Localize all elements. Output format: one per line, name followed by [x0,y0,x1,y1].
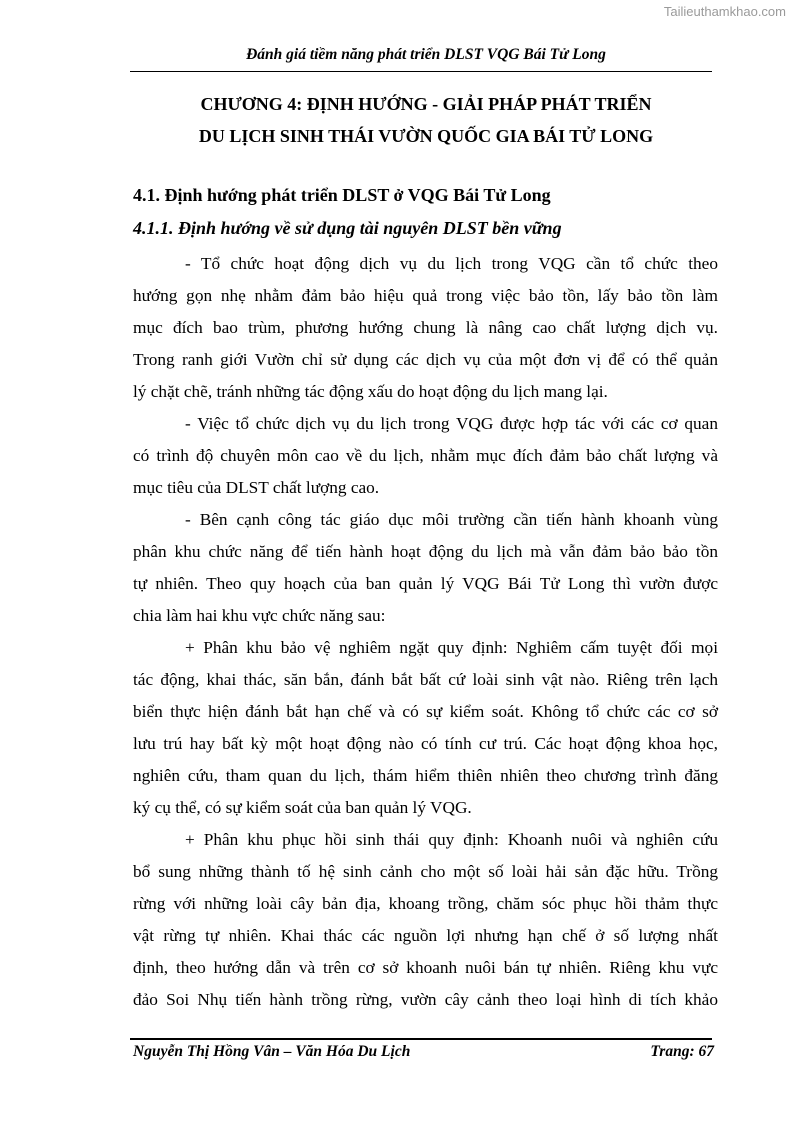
paragraph-line: - Tổ chức hoạt động dịch vụ du lịch trong VQG cần tổ chức theo [185,254,718,273]
paragraph-line: tự nhiên. Theo quy hoạch của ban quản lý VQG Bái Tử Long thì vườn được [133,574,718,593]
paragraph-line: biển thực hiện đánh bắt hạn chế và có sự kiểm soát. Không tổ chức các cơ sở [133,702,718,721]
footer-divider [130,1038,712,1040]
paragraph-line: hướng gọn nhẹ nhằm đảm bảo hiệu quả trong việc bảo tồn, lấy bảo tồn làm [133,286,718,305]
paragraph-line: đảo Soi Nhụ tiến hành trồng rừng, vườn cây cảnh theo loại hình di tích khảo [133,990,718,1009]
paragraph-line: ký cụ thể, có sự kiểm soát của ban quản lý VQG. [133,798,472,817]
chapter-title-line-2: DU LỊCH SINH THÁI VƯỜN QUỐC GIA BÁI TỬ LONG [198,126,654,146]
paragraph-line: định, theo hướng dẫn và trên cơ sở khoanh nuôi bán tự nhiên. Riêng khu vực [133,958,718,977]
chapter-title-line-1: CHƯƠNG 4: ĐỊNH HƯỚNG - GIẢI PHÁP PHÁT TRIỂN [200,94,652,114]
paragraph-line: mục tiêu của DLST chất lượng cao. [133,478,380,497]
paragraph-line: - Bên cạnh công tác giáo dục môi trường cần tiến hành khoanh vùng [185,510,718,529]
running-header: Đánh giá tiềm năng phát triển DLST VQG Bái Tử Long [246,46,606,63]
header-divider [130,71,712,72]
paragraph-line: chia làm hai khu vực chức năng sau: [133,606,386,625]
footer-author: Nguyễn Thị Hồng Vân – Văn Hóa Du Lịch [133,1043,411,1060]
body-text [133,248,718,1016]
watermark: Tailieuthamkhao.com [663,4,786,19]
paragraph-line: lưu trú hay bất kỳ một hoạt động nào có tính cư trú. Các hoạt động khoa học, [133,734,718,753]
paragraph-line: nghiên cứu, tham quan du lịch, thám hiểm thiên nhiên theo chương trình đăng [133,766,718,785]
paragraph-line: mục đích bao trùm, phương hướng chung là nâng cao chất lượng dịch vụ. [133,318,718,337]
paragraph-line: lý chặt chẽ, tránh những tác động xấu do hoạt động du lịch mang lại. [133,382,608,401]
paragraph-line: + Phân khu phục hồi sinh thái quy định: Khoanh nuôi và nghiên cứu [185,830,718,849]
paragraph-line: rừng với những loài cây bản địa, khoang trồng, chăm sóc phục hồi thảm thực [133,894,718,913]
paragraph-line: tác động, khai thác, săn bắn, đánh bắt bất cứ loài sinh vật nào. Riêng trên lạch [133,670,718,689]
paragraph-line: có trình độ chuyên môn cao về du lịch, nhằm mục đích đảm bảo chất lượng và [133,446,718,465]
paragraph-line: - Việc tổ chức dịch vụ du lịch trong VQG được hợp tác với các cơ quan [185,414,718,433]
footer-page-number: Trang: 67 [650,1043,714,1060]
paragraph-line: + Phân khu bảo vệ nghiêm ngặt quy định: Nghiêm cấm tuyệt đối mọi [185,638,718,657]
paragraph-line: vật rừng tự nhiên. Khai thác các nguồn lợi nhưng hạn chế ở số lượng nhất [133,926,718,945]
subsection-heading: 4.1.1. Định hướng về sử dụng tài nguyên DLST bền vững [133,218,562,238]
paragraph-line: Trong ranh giới Vườn chỉ sử dụng các dịch vụ của một đơn vị để có thể quản [133,350,718,369]
paragraph-line: bổ sung những thành tố hệ sinh cảnh cho một số loài hải sản đặc hữu. Trồng [133,862,718,881]
section-heading: 4.1. Định hướng phát triển DLST ở VQG Bái Tử Long [133,185,551,205]
paragraph-line: phân khu chức năng để tiến hành hoạt động du lịch mà vẫn đảm bảo bảo tồn [133,542,718,561]
